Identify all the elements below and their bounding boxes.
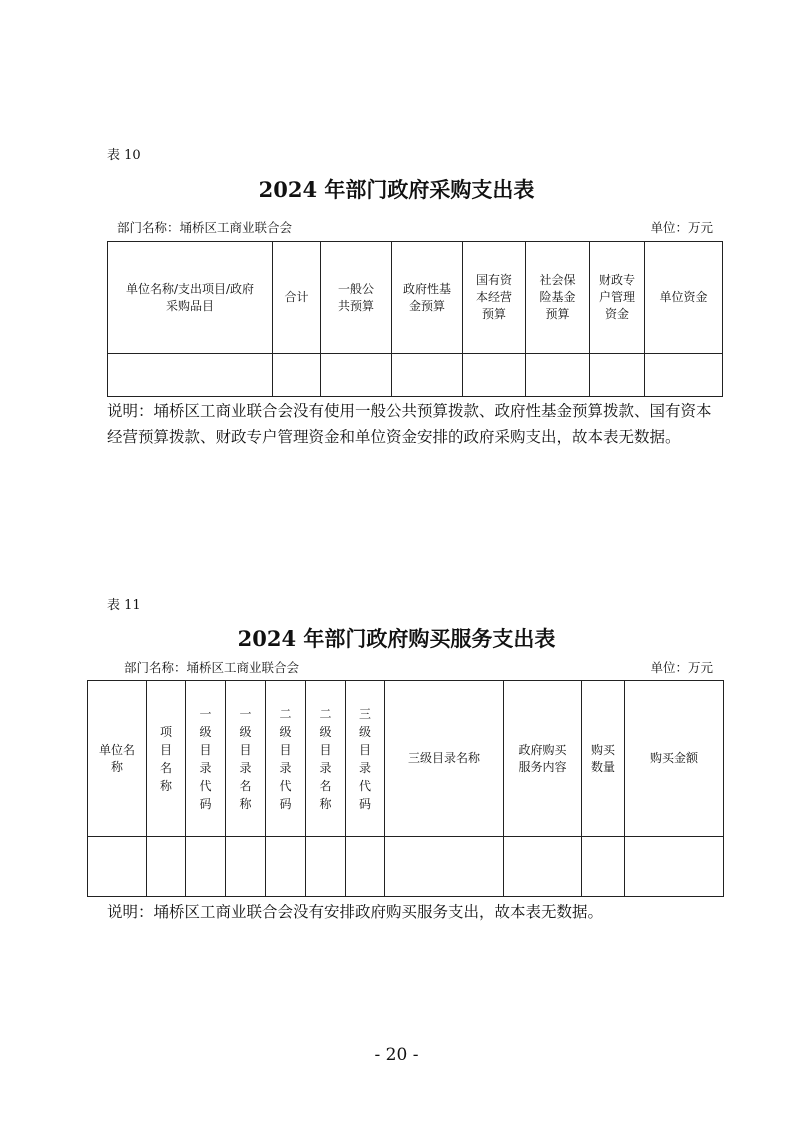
header-cell: 二级目录名称 [306, 681, 346, 837]
table-10-note: 说明：埇桥区工商业联合会没有使用一般公共预算拨款、政府性基金预算拨款、国有资本经营预算拨款、财政专户管理资金和单位资金安排的政府采购支出，故本表无数据。 [107, 402, 712, 446]
table-10-grid [107, 241, 723, 397]
table-10-number: 表 10 [107, 148, 141, 163]
header-cell: 单位名称 [88, 681, 147, 837]
header-cell: 购买数量 [582, 681, 625, 837]
data-cell [321, 354, 392, 397]
data-cell [266, 837, 306, 897]
header-cell: 单位资金 [645, 242, 723, 354]
table-10-department: 部门名称：埇桥区工商业联合会 [117, 220, 293, 235]
table-10-header-row [108, 242, 723, 354]
data-cell [226, 837, 266, 897]
header-cell: 购买金额 [625, 681, 724, 837]
table-11-grid [87, 680, 724, 897]
data-cell [147, 837, 186, 897]
data-cell [346, 837, 385, 897]
header-cell: 二级目录代码 [266, 681, 306, 837]
header-cell: 三级目录名称 [385, 681, 504, 837]
data-cell [625, 837, 724, 897]
data-cell [582, 837, 625, 897]
table-11-empty-row [88, 837, 724, 897]
header-cell: 政府购买服务内容 [504, 681, 582, 837]
data-cell [108, 354, 273, 397]
table-10-empty-row [108, 354, 723, 397]
header-cell: 一般公共预算 [321, 242, 392, 354]
data-cell [186, 837, 226, 897]
table-10-title: 2024 年部门政府采购支出表 [258, 177, 535, 202]
table-11-unit: 单位：万元 [650, 660, 713, 675]
header-cell: 一级目录名称 [226, 681, 266, 837]
header-cell: 单位名称/支出项目/政府采购品目 [108, 242, 273, 354]
header-cell: 社会保险基金预算 [526, 242, 590, 354]
table-11-header-row [88, 681, 724, 837]
header-cell: 三级目录代码 [346, 681, 385, 837]
data-cell [590, 354, 645, 397]
data-cell [306, 837, 346, 897]
header-cell: 一级目录代码 [186, 681, 226, 837]
data-cell [504, 837, 582, 897]
data-cell [88, 837, 147, 897]
header-cell: 国有资本经营预算 [463, 242, 526, 354]
data-cell [385, 837, 504, 897]
data-cell [645, 354, 723, 397]
data-cell [526, 354, 590, 397]
header-cell: 政府性基金预算 [392, 242, 463, 354]
header-cell: 合计 [273, 242, 321, 354]
table-11-department: 部门名称：埇桥区工商业联合会 [124, 660, 300, 675]
table-10-unit: 单位：万元 [650, 220, 713, 235]
table-11-title: 2024 年部门政府购买服务支出表 [237, 626, 556, 651]
table-11-note: 说明：埇桥区工商业联合会没有安排政府购买服务支出，故本表无数据。 [107, 903, 604, 921]
data-cell [463, 354, 526, 397]
data-cell [392, 354, 463, 397]
page-number: - 20 - [374, 1045, 419, 1065]
table-11-number: 表 11 [107, 598, 141, 613]
data-cell [273, 354, 321, 397]
header-cell: 财政专户管理资金 [590, 242, 645, 354]
header-cell: 项目名称 [147, 681, 186, 837]
